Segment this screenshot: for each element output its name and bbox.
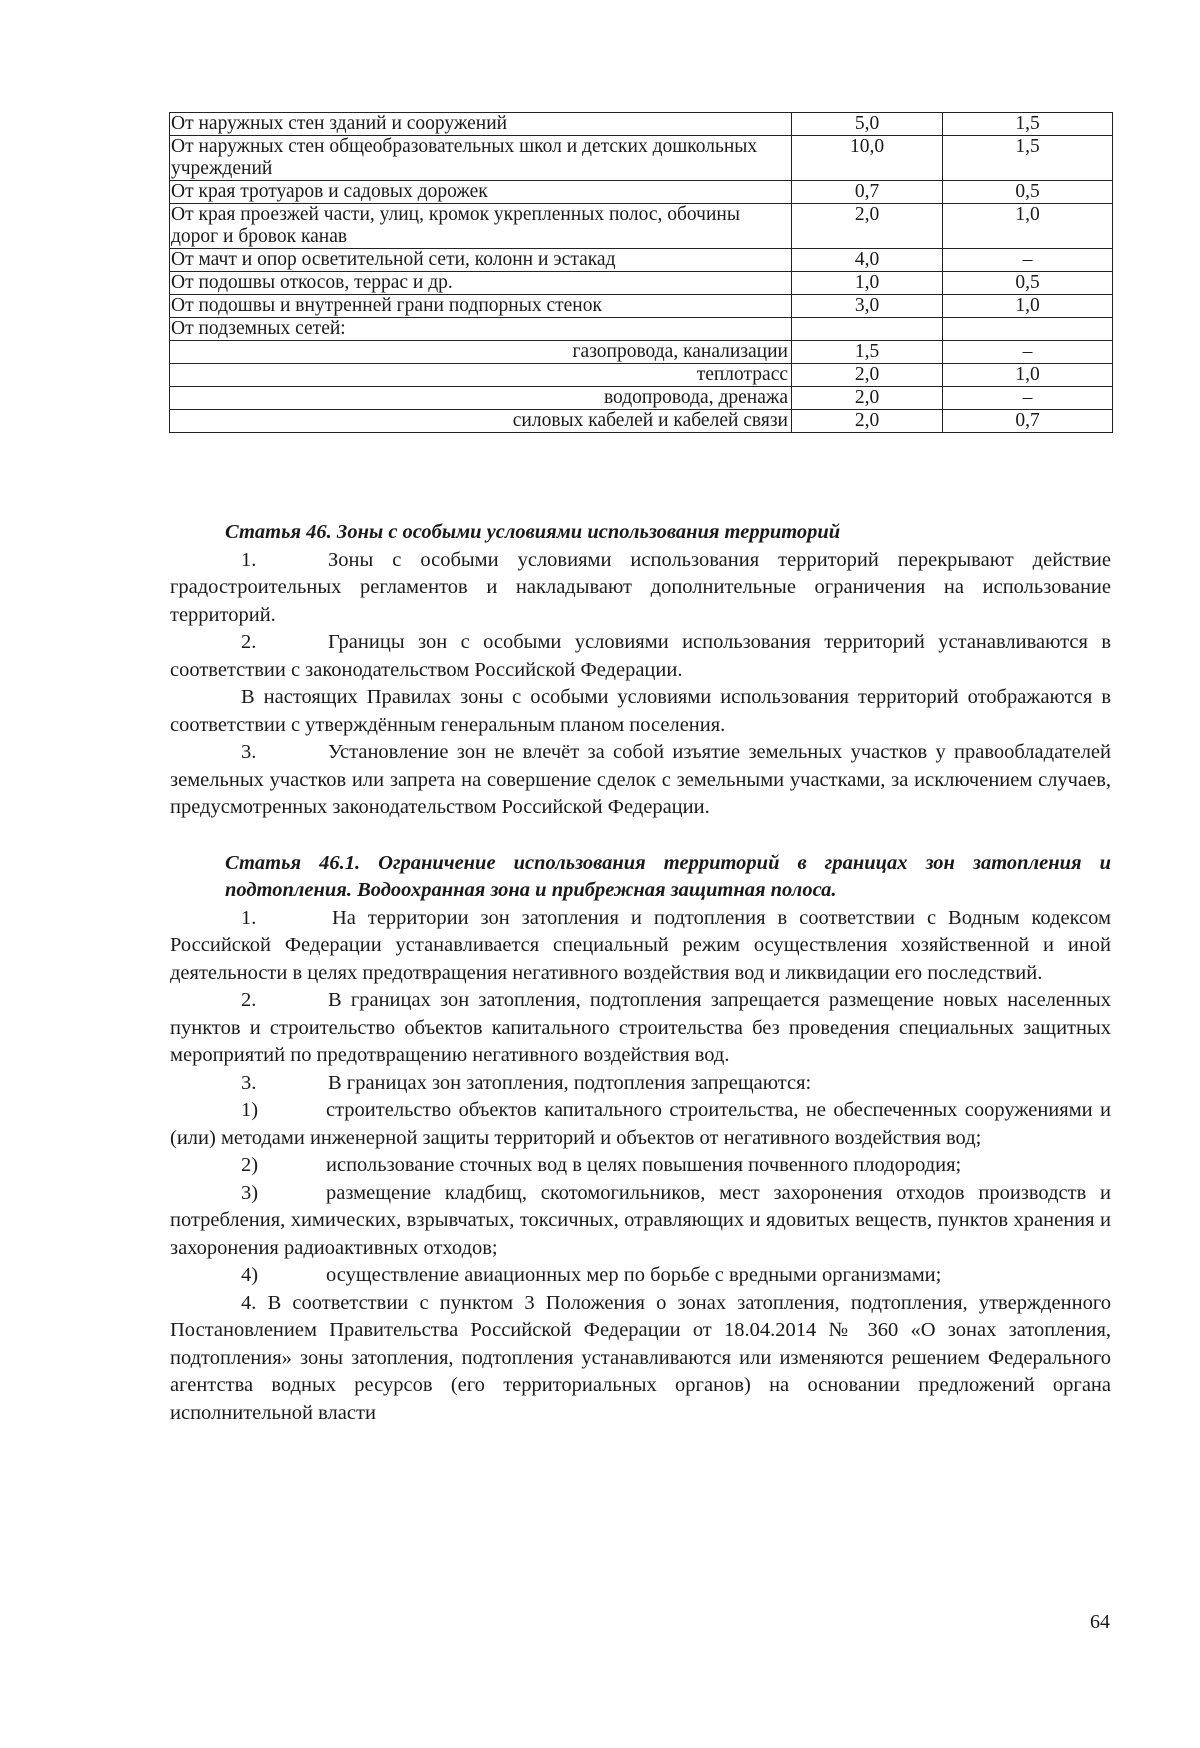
- subitem-number: 4): [241, 1264, 259, 1286]
- table-cell-value-2: 1,5: [943, 136, 1113, 181]
- table-cell-name: От подошвы откосов, террас и др.: [170, 272, 792, 295]
- article-46-1-paragraph-3: 3. В границах зон затопления, подтопления запрещаются:: [170, 1070, 1111, 1098]
- table-row: [170, 136, 1113, 181]
- table-row: [170, 387, 1113, 410]
- table-cell-value-1: 3,0: [792, 295, 943, 318]
- table-row: [170, 364, 1113, 387]
- table-cell-value-2: 1,0: [943, 364, 1113, 387]
- table-cell-name: силовых кабелей и кабелей связи: [170, 410, 792, 433]
- table-cell-name: водопровода, дренажа: [170, 387, 792, 410]
- article-46-1-subitem-3: 3) размещение кладбищ, скотомогильников, мест захоронения отходов производств и потребления, химических, взрывчатых, токсичных, отравляющих и ядовитых веществ, пунктов хранения и захоронения радиоактивных отходов;: [170, 1181, 1111, 1259]
- document-text: [170, 519, 1111, 1427]
- table-cell-value-1: 2,0: [792, 387, 943, 410]
- article-46-paragraph-2b: В настоящих Правилах зоны с особыми условиями использования территорий отображаются в соответствии с утверждённым генеральным планом поселения.: [170, 686, 1111, 736]
- table-cell-name: От мачт и опор осветительной сети, колонн и эстакад: [170, 249, 792, 272]
- article-46-paragraph-3: 3. Установление зон не влечёт за собой изъятие земельных участков у правообладателей земельных участков или запрета на совершение сделок с земельными участками, за исключением случаев, предусмотренных законодательством Российской Федерации.: [170, 741, 1111, 818]
- article-46-paragraph-2: 2. Границы зон с особыми условиями использования территорий устанавливаются в соответствии с законодательством Российской Федерации.: [170, 631, 1111, 681]
- table-cell-value-1: 10,0: [792, 136, 943, 181]
- table-cell-value-1: 1,0: [792, 272, 943, 295]
- subitem-number: 2): [241, 1154, 259, 1176]
- table-cell-value-2: –: [943, 249, 1113, 272]
- table-cell-value-2: 1,0: [943, 204, 1113, 249]
- table-cell-value-2: 1,5: [943, 113, 1113, 136]
- table-cell-value-2: 0,5: [943, 181, 1113, 204]
- table-cell-value-1: 5,0: [792, 113, 943, 136]
- table-cell-name: От края тротуаров и садовых дорожек: [170, 181, 792, 204]
- article-46-1-paragraph-4: 4. В соответствии с пунктом 3 Положения о зонах затопления, подтопления, утвержденного Постановлением Правительства Российской Федерации от 18.04.2014 № 360 «О зонах затопления, подтопления» зоны затопления, подтопления устанавливаются или изменяются решением Федерального агентства водных ресурсов (его территориальных органов) на основании предложений органа исполнительной власти: [170, 1291, 1111, 1424]
- article-46-1-paragraph-1: 1. На территории зон затопления и подтопления в соответствии с Водным кодексом Российской Федерации устанавливается специальный режим осуществления хозяйственной и иной деятельности в целях предотвращения негативного воздействия вод и ликвидации его последствий.: [170, 906, 1111, 984]
- table-cell-value-2: –: [943, 387, 1113, 410]
- article-46-1-subitem-4: 4) осуществление авиационных мер по борьбе с вредными организмами;: [170, 1262, 1111, 1290]
- table-cell-name: От наружных стен общеобразовательных школ и детских дошкольных учреждений: [170, 136, 792, 181]
- paragraph-number: 1.: [241, 548, 257, 571]
- article-46-1-subitem-2: 2) использование сточных вод в целях повышения почвенного плодородия;: [170, 1152, 1111, 1180]
- distance-table: [169, 112, 1113, 433]
- page-number: 64: [1090, 1611, 1110, 1633]
- table-row: [170, 410, 1113, 433]
- table-row: [170, 113, 1113, 136]
- subitem-number: 3): [241, 1181, 259, 1204]
- table-cell-value-1: [792, 318, 943, 341]
- table-row: [170, 181, 1113, 204]
- table-row: [170, 272, 1113, 295]
- table-cell-value-1: 2,0: [792, 204, 943, 249]
- table-cell-value-2: –: [943, 341, 1113, 364]
- table-cell-value-2: 1,0: [943, 295, 1113, 318]
- article-46-1-paragraph-2: 2. В границах зон затопления, подтопления запрещается размещение новых населенных пунктов и строительство объектов капитального строительства без проведения специальных защитных мероприятий по предотвращению негативного воздействия вод.: [170, 989, 1111, 1066]
- paragraph-number: 2.: [241, 631, 257, 653]
- paragraph-number: 3.: [241, 1071, 257, 1094]
- table-row: [170, 341, 1113, 364]
- table-cell-value-1: 2,0: [792, 410, 943, 433]
- table-cell-name: От подошвы и внутренней грани подпорных стенок: [170, 295, 792, 318]
- article-46-1-subitem-1: 1) строительство объектов капитального строительства, не обеспеченных сооружениями и (или) методами инженерной защиты территорий и объектов от негативного воздействия вод;: [170, 1099, 1111, 1149]
- paragraph-number: 3.: [241, 741, 257, 763]
- table-cell-value-2: 0,7: [943, 410, 1113, 433]
- section-gap: [170, 822, 1111, 850]
- table-cell-value-1: 2,0: [792, 364, 943, 387]
- paragraph-number: 2.: [241, 989, 257, 1011]
- table-row: [170, 204, 1113, 249]
- table-cell-value-2: [943, 318, 1113, 341]
- table-cell-value-1: 4,0: [792, 249, 943, 272]
- table-cell-name: От подземных сетей:: [170, 318, 792, 341]
- article-46-paragraph-1: 1. Зоны с особыми условиями использования территорий перекрывают действие градостроительных регламентов и накладывают дополнительные ограничения на использование территорий.: [170, 548, 1111, 626]
- table-cell-name: теплотрасс: [170, 364, 792, 387]
- paragraph-number: 1.: [241, 906, 257, 929]
- table-row: [170, 249, 1113, 272]
- table-row: [170, 318, 1113, 341]
- table-cell-name: От наружных стен зданий и сооружений: [170, 113, 792, 136]
- article-46-title: Статья 46. Зоны с особыми условиями использования территорий: [225, 521, 841, 543]
- table-cell-name: От края проезжей части, улиц, кромок укрепленных полос, обочины дорог и бровок канав: [170, 204, 792, 249]
- table-cell-value-1: 1,5: [792, 341, 943, 364]
- distance-table-body: [170, 113, 1113, 433]
- subitem-number: 1): [241, 1099, 259, 1121]
- table-row: [170, 295, 1113, 318]
- table-cell-name: газопровода, канализации: [170, 341, 792, 364]
- table-cell-value-1: 0,7: [792, 181, 943, 204]
- table-cell-value-2: 0,5: [943, 272, 1113, 295]
- article-46-1-title: Статья 46.1. Ограничение использования территорий в границах зон затопления и подтопления. Водоохранная зона и прибрежная защитная полоса.: [225, 851, 1111, 901]
